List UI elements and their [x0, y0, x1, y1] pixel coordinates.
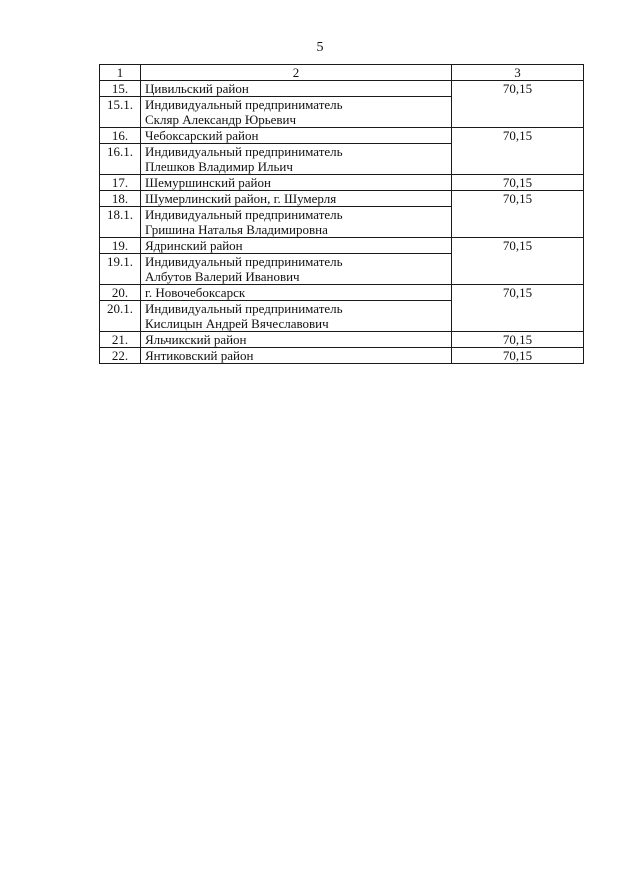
header-cell-1: 1: [100, 65, 141, 81]
row-number: 15.1.: [100, 97, 141, 128]
row-number: 15.: [100, 81, 141, 97]
table-row: [100, 81, 584, 97]
table-row: [100, 348, 584, 364]
row-number: 22.: [100, 348, 141, 364]
row-text-line: Индивидуальный предприниматель: [145, 301, 343, 316]
row-text-line: Плешков Владимир Ильич: [145, 159, 293, 174]
table-row: [100, 128, 584, 144]
row-text-line: Чебоксарский район: [145, 128, 259, 143]
row-text: [141, 191, 452, 207]
row-text: [141, 144, 452, 175]
row-text-line: г. Новочебоксарск: [145, 285, 246, 300]
row-text: [141, 301, 452, 332]
row-number: 19.1.: [100, 254, 141, 285]
row-number: 18.1.: [100, 207, 141, 238]
row-text-line: Гришина Наталья Владимировна: [145, 222, 328, 237]
table-row: [100, 175, 584, 191]
header-cell-2: 2: [141, 65, 452, 81]
tariff-value: 70,15: [452, 175, 584, 191]
tariff-value: 70,15: [452, 348, 584, 364]
page-number: 5: [316, 40, 324, 55]
row-number: 18.: [100, 191, 141, 207]
row-number: 21.: [100, 332, 141, 348]
row-text-line: Ядринский район: [145, 238, 243, 253]
row-number: 17.: [100, 175, 141, 191]
table-row: [100, 332, 584, 348]
row-text-line: Индивидуальный предприниматель: [145, 97, 343, 112]
tariff-value: 70,15: [452, 128, 584, 175]
row-text: [141, 332, 452, 348]
row-number: 20.1.: [100, 301, 141, 332]
row-text: [141, 128, 452, 144]
row-text: [141, 285, 452, 301]
row-text: [141, 97, 452, 128]
row-text-line: Цивильский район: [145, 81, 249, 96]
row-number: 16.1.: [100, 144, 141, 175]
table-row: [100, 285, 584, 301]
row-number: 19.: [100, 238, 141, 254]
header-cell-3: 3: [452, 65, 584, 81]
row-text-line: Кислицын Андрей Вячеславович: [145, 316, 329, 331]
tariff-value: 70,15: [452, 285, 584, 332]
tariff-value: 70,15: [452, 332, 584, 348]
tariff-table: [99, 64, 584, 364]
row-text-line: Албутов Валерий Иванович: [145, 269, 300, 284]
row-text-line: Шемуршинский район: [145, 175, 271, 190]
row-text-line: Индивидуальный предприниматель: [145, 207, 343, 222]
row-text: [141, 348, 452, 364]
row-text-line: Скляр Александр Юрьевич: [145, 112, 297, 127]
row-text-line: Янтиковский район: [145, 348, 254, 363]
row-number: 20.: [100, 285, 141, 301]
row-text: [141, 81, 452, 97]
tariff-value: 70,15: [452, 191, 584, 238]
table-row: [100, 238, 584, 254]
row-text-line: Яльчикский район: [145, 332, 247, 347]
table-header-row: [100, 65, 584, 81]
row-text-line: Шумерлинский район, г. Шумерля: [145, 191, 337, 206]
row-text-line: Индивидуальный предприниматель: [145, 254, 343, 269]
tariff-value: 70,15: [452, 238, 584, 285]
table-row: [100, 191, 584, 207]
row-text: [141, 254, 452, 285]
row-text: [141, 207, 452, 238]
tariff-value: 70,15: [452, 81, 584, 128]
row-text: [141, 238, 452, 254]
row-text: [141, 175, 452, 191]
row-number: 16.: [100, 128, 141, 144]
row-text-line: Индивидуальный предприниматель: [145, 144, 343, 159]
